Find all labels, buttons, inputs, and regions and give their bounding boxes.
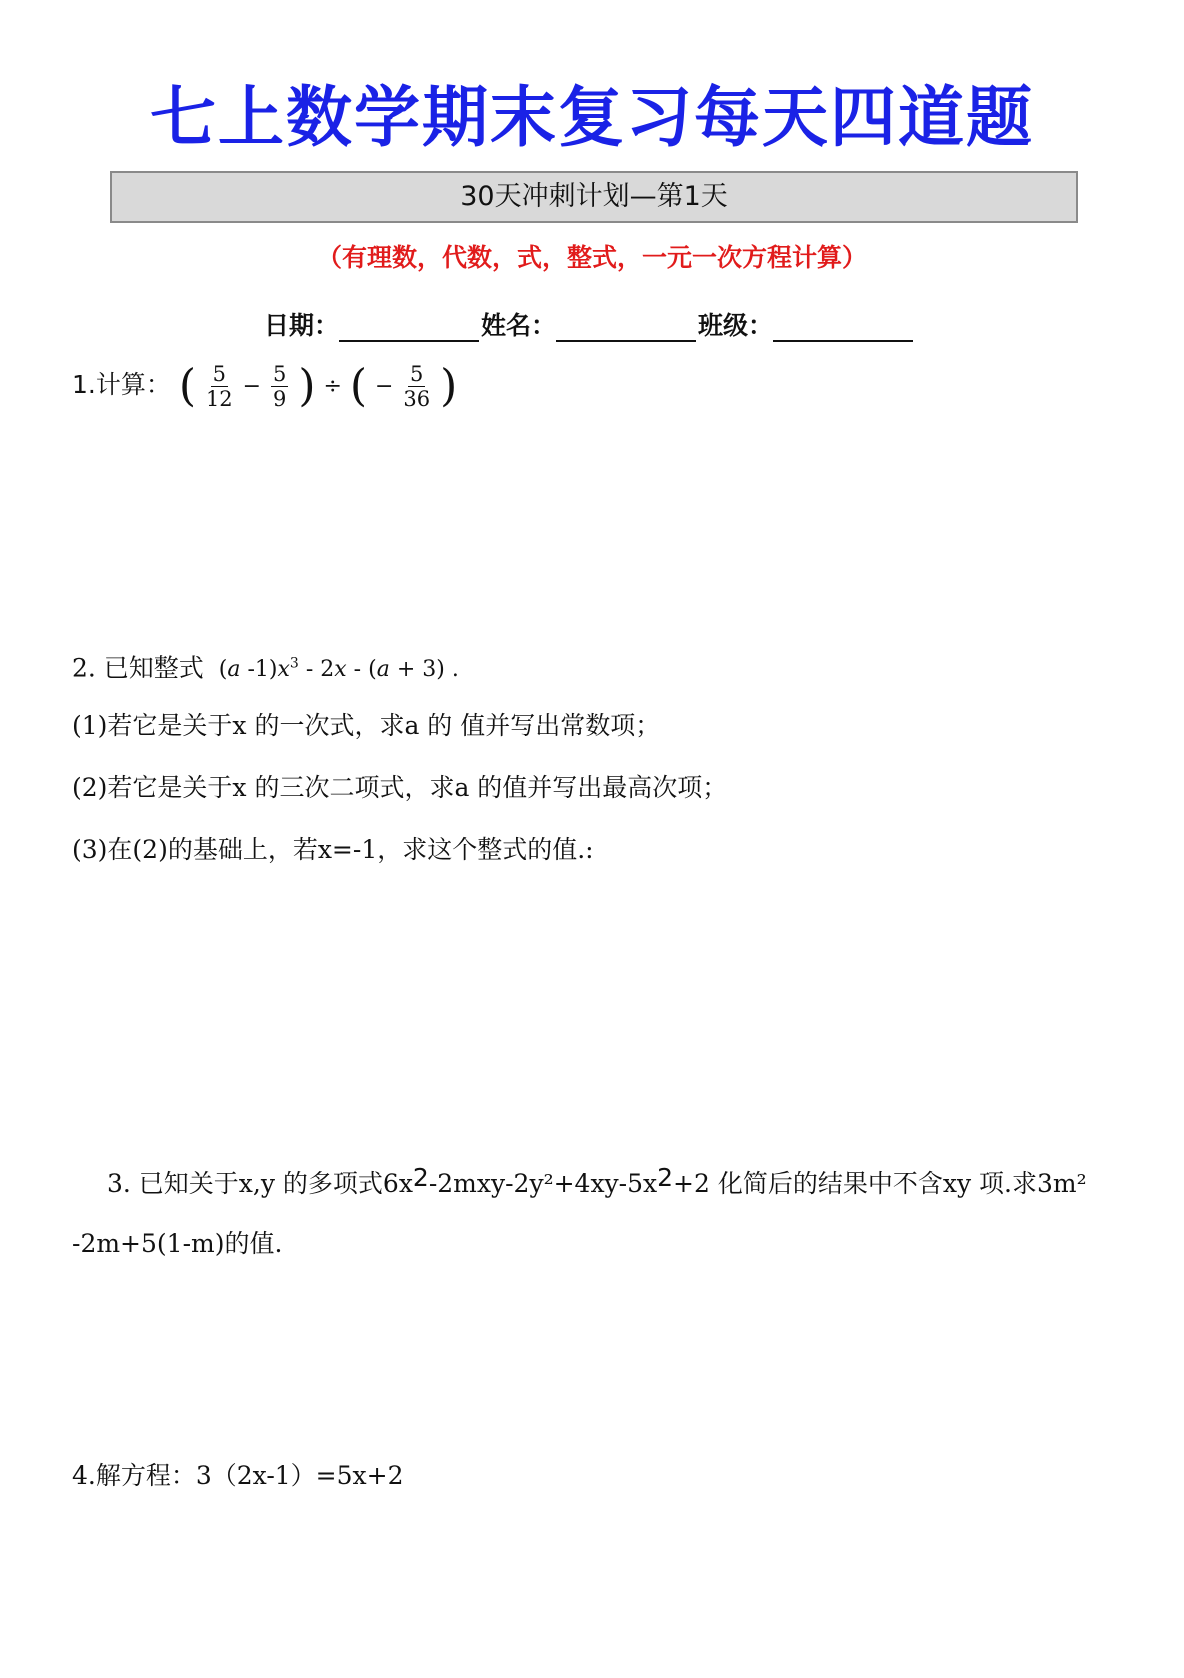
q3-text: +2 化简后的结果中不含xy 项.求3m² [673, 1169, 1087, 1198]
q2-prefix: 2. 已知整式 [72, 653, 204, 683]
q1-f1-numerator: 5 [212, 362, 226, 386]
q1-f2-denominator: 9 [273, 387, 287, 411]
question-2 [72, 646, 459, 688]
q2-part-3: (3)在(2)的基础上，若x=-1，求这个整式的值.: [72, 835, 594, 864]
q2-expr-part: ( [218, 657, 228, 683]
q1-fraction-1 [206, 362, 233, 411]
student-info-row [264, 302, 915, 342]
q1-f3-denominator: 36 [403, 387, 431, 411]
q2-expr-part: - ( [346, 657, 377, 683]
q1-close-paren: ) [298, 360, 316, 412]
q1-minus: − [242, 374, 262, 399]
q2-part-1: (1)若它是关于x 的一次式，求a 的 值并写出常数项； [72, 711, 661, 740]
q3-line-2: -2m+5(1-m)的值. [72, 1229, 283, 1258]
q2-expr-part: -1) [240, 657, 278, 683]
q1-f3-numerator: 5 [410, 362, 424, 386]
q2-expression [212, 657, 459, 682]
q2-part-2: (2)若它是关于x 的三次二项式，求a 的值并写出最高次项； [72, 773, 728, 802]
q3-text: -2mxy-2y²+4xy-5x [428, 1169, 658, 1198]
q1-negative: − [374, 374, 394, 399]
q1-divide: ÷ [323, 374, 342, 399]
question-4: 4.解方程：3（2x-1）=5x+2 [72, 1461, 404, 1490]
q1-fraction-3 [403, 362, 430, 411]
q2-expr-var: x [334, 657, 347, 683]
name-label: 姓名： [481, 311, 557, 340]
date-label: 日期： [264, 311, 340, 340]
q2-expr-var: a [376, 657, 390, 683]
q2-expr-var: a [227, 657, 241, 683]
question-3 [72, 1148, 1122, 1274]
q2-expr-exponent: 3 [289, 656, 299, 672]
q3-exponent: 2 [657, 1163, 674, 1192]
date-blank[interactable] [339, 310, 479, 342]
q3-exponent: 2 [412, 1163, 429, 1192]
q2-expr-var: x [277, 657, 290, 683]
q1-prefix: 1.计算： [72, 370, 171, 399]
q3-line-1 [72, 1148, 1122, 1214]
class-label: 班级： [698, 311, 774, 340]
q1-f1-denominator: 12 [205, 387, 233, 411]
question-1 [72, 362, 457, 411]
q1-close-paren-2: ) [440, 360, 458, 412]
q2-expr-part: - 2 [298, 657, 335, 683]
class-blank[interactable] [773, 310, 913, 342]
plan-banner: 30天冲刺计划—第1天 [110, 171, 1078, 223]
q1-f2-numerator: 5 [273, 362, 287, 386]
topics-line: （有理数，代数，式，整式，一元一次方程计算） [316, 243, 867, 272]
q1-open-paren: ( [178, 360, 196, 412]
page-title: 七上数学期末复习每天四道题 [150, 79, 1034, 156]
q3-text: 3. 已知关于x,y 的多项式6x [107, 1169, 413, 1198]
q2-expr-part: + 3) . [389, 657, 459, 683]
q1-open-paren-2: ( [349, 360, 368, 412]
name-blank[interactable] [556, 310, 696, 342]
q1-fraction-2 [271, 362, 288, 411]
